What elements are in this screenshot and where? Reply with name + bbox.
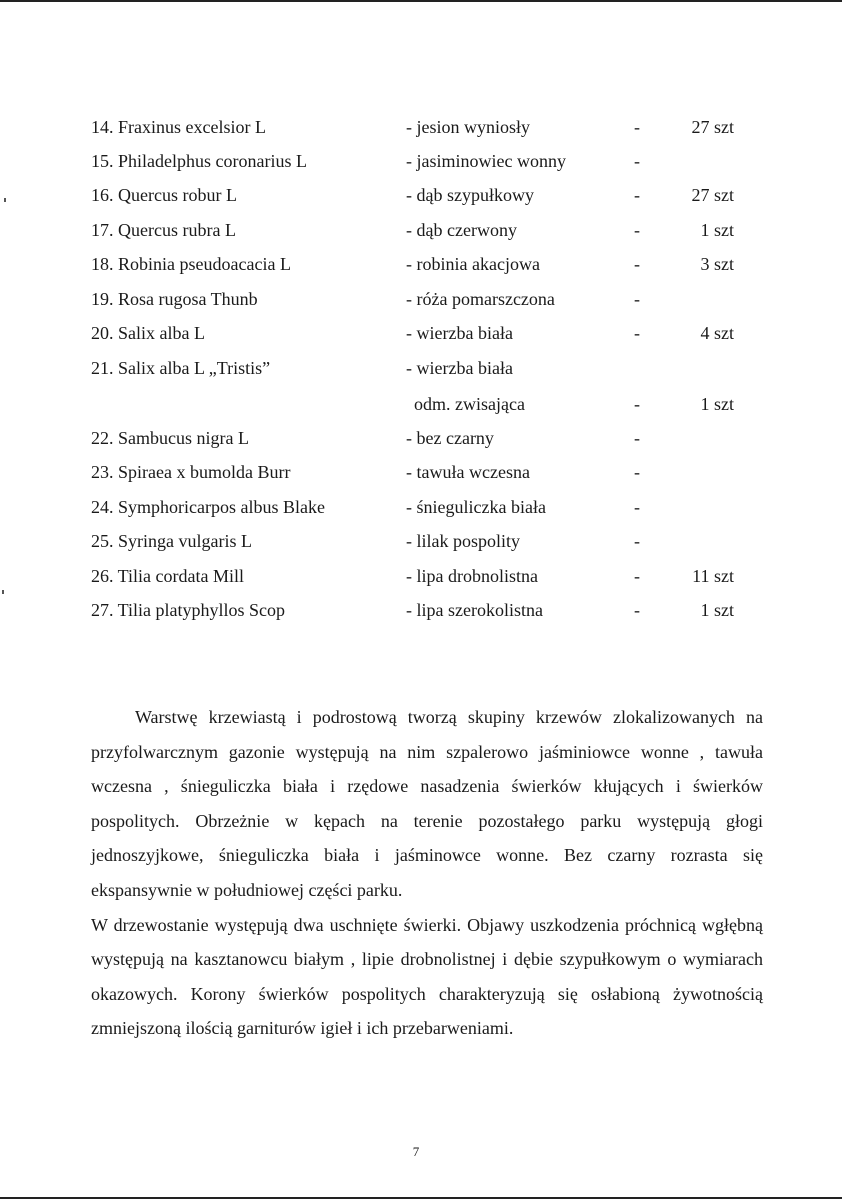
species-row xyxy=(0,530,842,564)
species-latin-name: 15. Philadelphus coronarius L xyxy=(91,151,307,171)
species-count: 27 szt xyxy=(691,117,734,137)
species-row xyxy=(0,253,842,287)
species-polish-name: - dąb szypułkowy xyxy=(406,185,534,205)
species-polish-name: - tawuła wczesna xyxy=(406,462,530,482)
species-row xyxy=(0,184,842,218)
separator-dash: - xyxy=(634,185,640,205)
species-row xyxy=(0,599,842,633)
species-row xyxy=(0,322,842,356)
species-polish-name: - wierzba biała xyxy=(406,323,513,343)
species-latin-name: 14. Fraxinus excelsior L xyxy=(91,117,266,137)
species-count: 11 szt xyxy=(692,566,734,586)
species-latin-name: 26. Tilia cordata Mill xyxy=(91,566,244,586)
separator-dash: - xyxy=(634,117,640,137)
species-polish-name: - jasiminowiec wonny xyxy=(406,151,566,171)
page-number: 7 xyxy=(412,1144,420,1159)
separator-dash: - xyxy=(634,289,640,309)
separator-dash: - xyxy=(634,531,640,551)
paragraph-tree-condition: W drzewostanie występują dwa uschnięte świerki. Objawy uszkodzenia próchnicą wgłębną występują na kasztanowcu białym , lipie drobnolistnej i dębie szypułkowym o wymiarach okazowych. Korony świerków pospolitych charakteryzują się osłabioną żywotnością zmniejszoną ilością garniturów igieł i ich przebarweniami. xyxy=(91,914,763,1039)
species-latin-name: 16. Quercus robur L xyxy=(91,185,237,205)
species-row-continuation xyxy=(0,393,842,427)
species-latin-name: 25. Syringa vulgaris L xyxy=(91,531,252,551)
species-polish-name: - jesion wyniosły xyxy=(406,117,530,137)
separator-dash: - xyxy=(634,254,640,274)
species-count: 1 szt xyxy=(700,600,734,620)
scan-margin-mark xyxy=(4,198,6,202)
separator-dash: - xyxy=(634,220,640,240)
species-count: 4 szt xyxy=(700,323,734,343)
species-polish-name: - róża pomarszczona xyxy=(406,289,555,309)
species-latin-name: 22. Sambucus nigra L xyxy=(91,428,249,448)
species-polish-name: - lilak pospolity xyxy=(406,531,520,551)
species-row xyxy=(0,116,842,150)
species-polish-name: - robinia akacjowa xyxy=(406,254,540,274)
species-latin-name: 17. Quercus rubra L xyxy=(91,220,236,240)
species-polish-name: - lipa drobnolistna xyxy=(406,566,538,586)
separator-dash: - xyxy=(634,428,640,448)
species-polish-name: - śnieguliczka biała xyxy=(406,497,546,517)
separator-dash: - xyxy=(634,497,640,517)
species-latin-name: 23. Spiraea x bumolda Burr xyxy=(91,462,291,482)
separator-dash: - xyxy=(634,462,640,482)
separator-dash: - xyxy=(634,394,640,414)
species-row xyxy=(0,357,842,391)
separator-dash: - xyxy=(634,600,640,620)
species-polish-name: - dąb czerwony xyxy=(406,220,517,240)
species-row xyxy=(0,565,842,599)
separator-dash: - xyxy=(634,566,640,586)
species-row xyxy=(0,150,842,184)
species-row xyxy=(0,288,842,322)
species-latin-name: 18. Robinia pseudoacacia L xyxy=(91,254,291,274)
scan-margin-mark xyxy=(2,590,4,594)
species-latin-name: 24. Symphoricarpos albus Blake xyxy=(91,497,325,517)
species-count: 1 szt xyxy=(700,394,734,414)
body-text xyxy=(91,700,763,1046)
species-latin-name: 20. Salix alba L xyxy=(91,323,205,343)
species-latin-name: 27. Tilia platyphyllos Scop xyxy=(91,600,286,620)
separator-dash: - xyxy=(634,151,640,171)
species-count: 27 szt xyxy=(691,185,734,205)
species-count: 3 szt xyxy=(700,254,734,274)
species-row xyxy=(0,496,842,530)
species-polish-name: - wierzba biała xyxy=(406,358,513,378)
species-latin-name: 21. Salix alba L „Tristis” xyxy=(91,358,271,378)
species-row xyxy=(0,461,842,495)
species-row xyxy=(0,427,842,461)
species-row xyxy=(0,219,842,253)
species-count: 1 szt xyxy=(700,220,734,240)
species-polish-name: - bez czarny xyxy=(406,428,494,448)
species-polish-name: - lipa szerokolistna xyxy=(406,600,543,620)
species-polish-name: odm. zwisająca xyxy=(414,394,525,414)
species-latin-name: 19. Rosa rugosa Thunb xyxy=(91,289,258,309)
separator-dash: - xyxy=(634,323,640,343)
paragraph-shrub-layer: Warstwę krzewiastą i podrostową tworzą skupiny krzewów zlokalizowanych na przyfolwarcznym gazonie występują na nim szpalerowo jaśminiowce wonne , tawuła wczesna , śnieguliczka biała i rzędowe nasadzenia świerków kłujących i świerków pospolitych. Obrzeżnie w kępach na terenie pozostałego parku występują głogi jednoszyjkowe, śnieguliczka biała i jaśminowce wonne. Bez czarny rozrasta się ekspansywnie w południowej części parku. xyxy=(91,707,763,900)
